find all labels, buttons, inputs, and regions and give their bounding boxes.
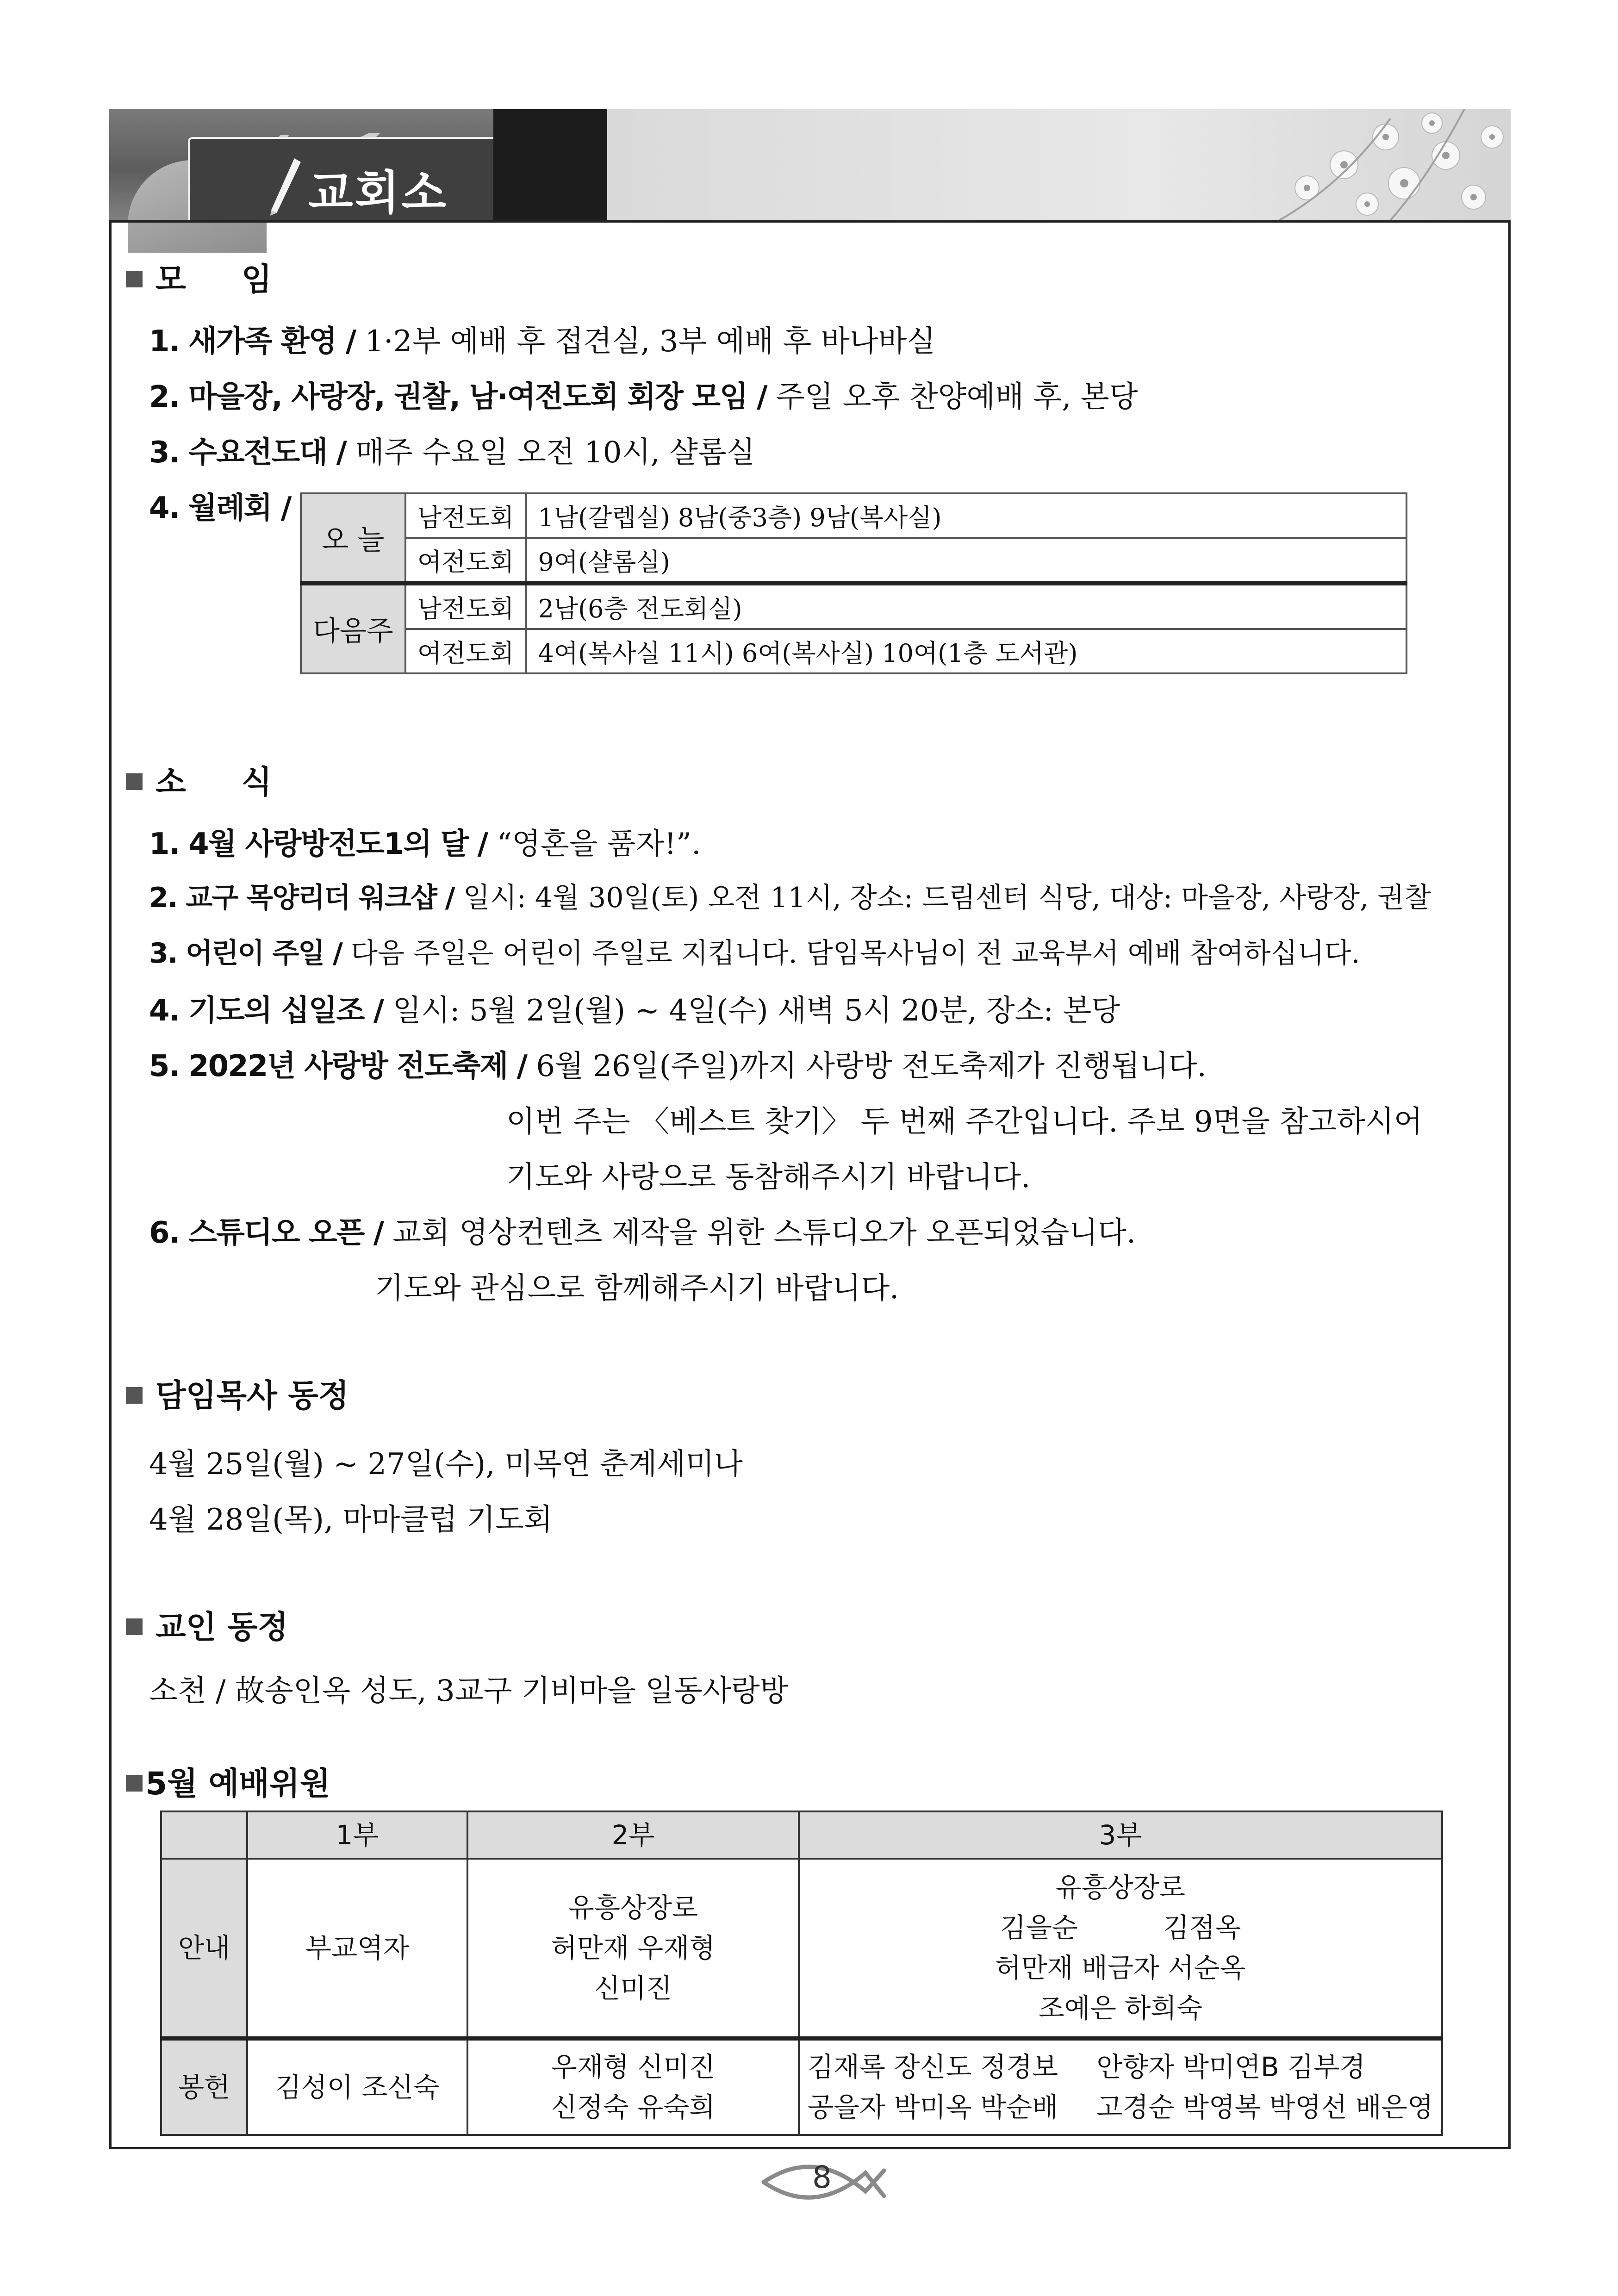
news-item: 1. 4월 사랑방전도1의 달 / “영혼을 품자!”.	[149, 827, 701, 861]
table-cell: 2남(6층 전도회실)	[526, 584, 1406, 629]
table-cell: 4여(복사실 11시) 6여(복사실) 10여(1층 도서관)	[526, 629, 1406, 673]
meeting-item: 3. 수요전도대 / 매주 수요일 오전 10시, 샬롬실	[149, 436, 755, 470]
table-header: 3부	[799, 1811, 1442, 1859]
table-cell: 9여(샬롬실)	[526, 538, 1406, 584]
square-bullet-icon	[126, 1387, 143, 1404]
monthly-meeting-table	[300, 492, 1407, 674]
table-cell: 유흥상장로 김을순 김점옥 허만재 배금자 서순옥 조예은 하희숙	[799, 1859, 1442, 2039]
news-item: 2. 교구 목양리더 워크샵 / 일시: 4월 30일(토) 오전 11시, 장소: 드림센터 식당, 대상: 마을장, 사랑장, 권찰	[149, 882, 1431, 914]
news-item: 6. 스튜디오 오픈 / 교회 영상컨텐츠 제작을 위한 스튜디오가 오픈되었습니다.	[149, 1216, 1136, 1250]
news-item: 3. 어린이 주일 / 다음 주일은 어린이 주일로 지킵니다. 담임목사님이 전 교육부서 예배 참여하십니다.	[149, 937, 1360, 970]
table-cell: 유흥상장로 허만재 우재형 신미진	[467, 1859, 799, 2039]
pastor-schedule-line: 4월 28일(목), 마마클럽 기도회	[149, 1503, 553, 1537]
table-cell: 여전도회	[405, 629, 526, 673]
header-title: 교회소식	[308, 166, 448, 286]
news-item-continuation: 기도와 사랑으로 동참해주시기 바랍니다.	[506, 1160, 1031, 1195]
member-news-line: 소천 / 故송인옥 성도, 3교구 기비마을 일동사랑방	[149, 1674, 789, 1708]
page-number-badge	[759, 2152, 889, 2212]
pastor-schedule-line: 4월 25일(월) ~ 27일(수), 미목연 춘계세미나	[149, 1447, 743, 1481]
row-label: 봉헌	[161, 2039, 247, 2135]
header-divider-bar	[493, 109, 607, 220]
table-header: 2부	[467, 1811, 799, 1859]
square-bullet-icon	[126, 773, 143, 790]
news-item: 5. 2022년 사랑방 전도축제 / 6월 26일(주일)까지 사랑방 전도축제가 진행됩니다.	[149, 1049, 1207, 1083]
news-item-continuation: 기도와 관심으로 함께해주시기 바랍니다.	[375, 1271, 899, 1306]
square-bullet-icon	[126, 1775, 143, 1792]
table-group-label: 다음주	[301, 584, 405, 674]
news-item: 4. 기도의 십일조 / 일시: 5월 2일(월) ~ 4일(수) 새벽 5시 20분, 장소: 본당	[149, 994, 1120, 1028]
section-heading-worship: 5월 예배위원	[126, 1759, 330, 1804]
table-cell: 여전도회	[405, 538, 526, 584]
section-heading-pastor: 담임목사 동정	[126, 1371, 349, 1416]
pen-icon	[267, 156, 304, 216]
meeting-item: 4. 월례회 /	[149, 491, 291, 525]
news-item-continuation: 이번 주는 〈베스트 찾기〉 두 번째 주간입니다. 주보 9면을 참고하시어	[506, 1105, 1423, 1139]
section-heading-news: 소 식	[126, 757, 272, 802]
table-header-empty	[161, 1811, 247, 1859]
worship-committee-table	[160, 1811, 1443, 2136]
square-bullet-icon	[126, 1618, 143, 1635]
table-cell: 김성이 조신숙	[247, 2039, 467, 2135]
table-cell: 김재록 장신도 정경보 공을자 박미옥 박순배 안향자 박미연B 김부경 고경순 박영복 박영선 배은영	[799, 2039, 1442, 2135]
flower-decoration-icon	[1251, 109, 1511, 220]
meeting-item: 2. 마을장, 사랑장, 권찰, 남·여전도회 회장 모임 / 주일 오후 찬양예배 후, 본당	[149, 380, 1138, 414]
meeting-item: 1. 새가족 환영 / 1·2부 예배 후 접견실, 3부 예배 후 바나바실	[149, 324, 936, 359]
row-label: 안내	[161, 1859, 247, 2039]
table-cell: 부교역자	[247, 1859, 467, 2039]
section-heading-meetings: 모 임	[126, 255, 272, 299]
table-cell: 남전도회	[405, 493, 526, 538]
header-background	[607, 109, 1511, 220]
page-number: 8	[812, 2159, 832, 2195]
table-cell: 우재형 신미진 신정숙 유숙희	[467, 2039, 799, 2135]
table-cell: 1남(갈렙실) 8남(중3층) 9남(복사실)	[526, 493, 1406, 538]
table-header: 1부	[247, 1811, 467, 1859]
square-bullet-icon	[126, 271, 143, 287]
table-group-label: 오 늘	[301, 493, 405, 584]
section-heading-members: 교인 동정	[126, 1602, 288, 1647]
table-cell: 남전도회	[405, 584, 526, 629]
